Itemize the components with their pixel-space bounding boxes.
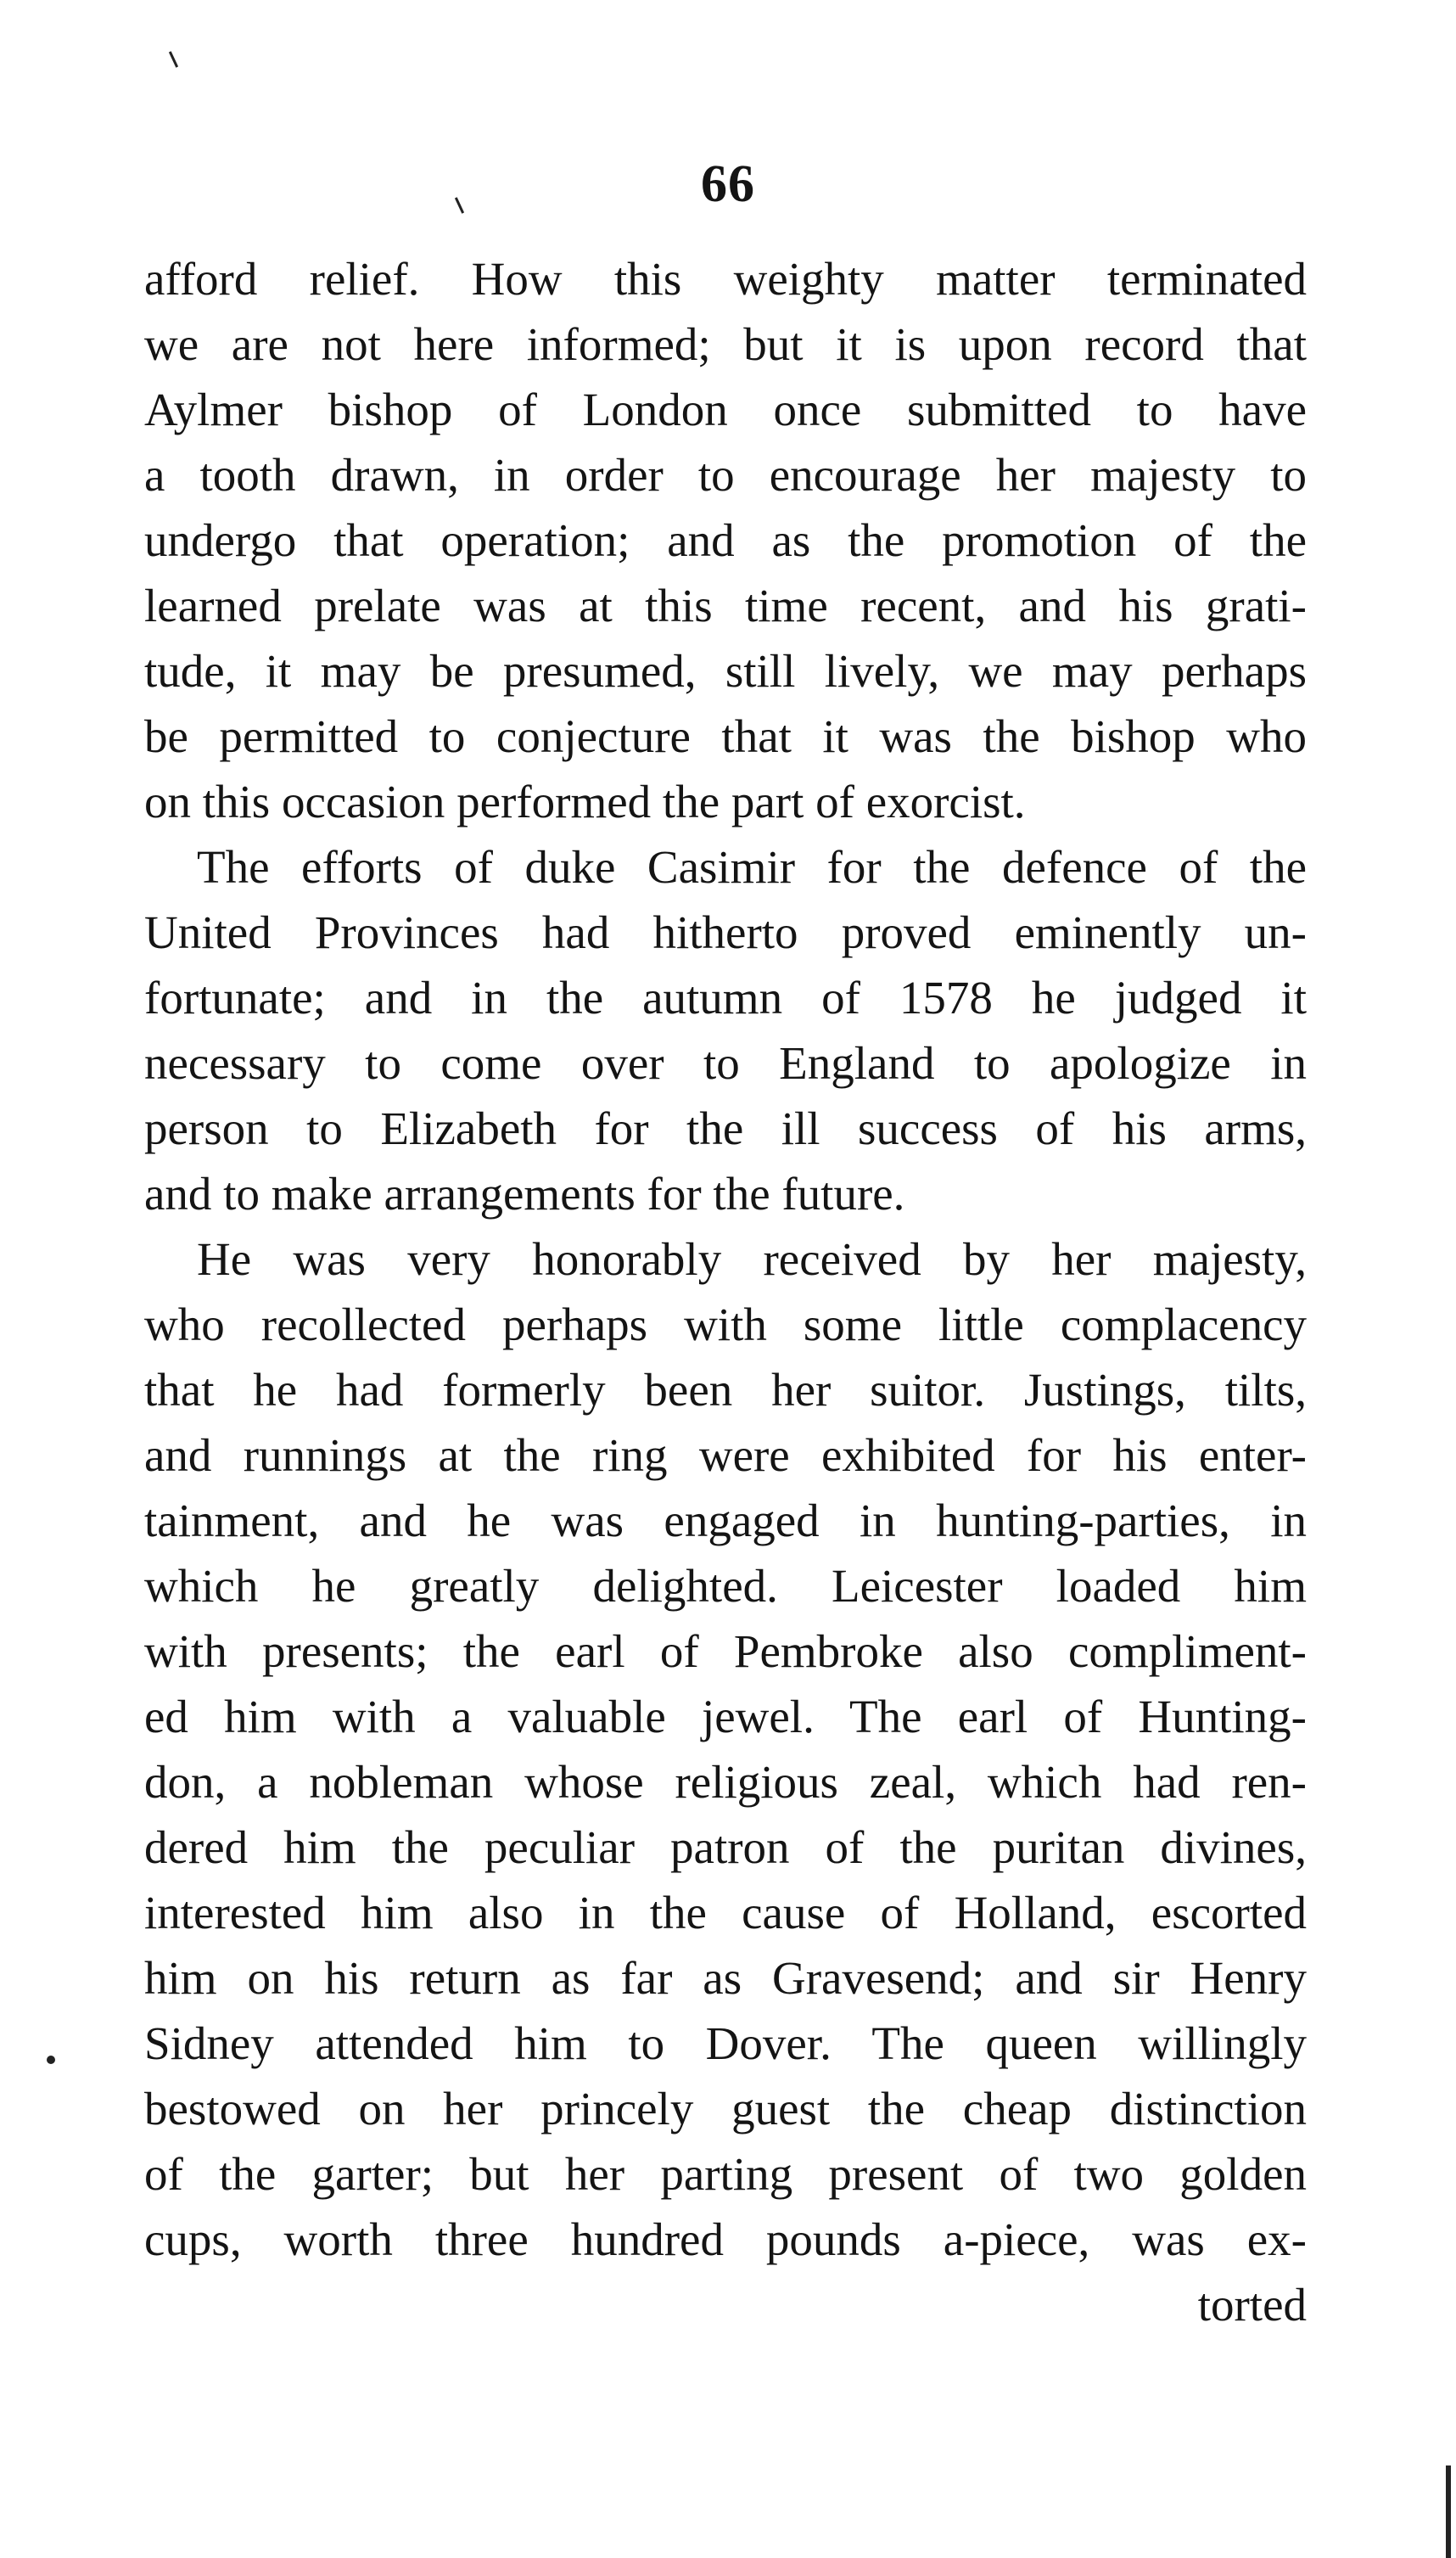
text-line: Sidney attended him to Dover. The queen willingly	[144, 2017, 1307, 2069]
text-line: interested him also in the cause of Holland, escorted	[144, 1887, 1307, 1938]
text-line: United Provinces had hitherto proved eminently un-	[144, 906, 1307, 958]
text-line: He was very honorably received by her majesty,	[197, 1233, 1307, 1285]
text-line: a tooth drawn, in order to encourage her majesty to	[144, 449, 1307, 501]
text-line: person to Elizabeth for the ill success of his arms,	[144, 1102, 1307, 1154]
text-line: Aylmer bishop of London once submitted to have	[144, 384, 1307, 435]
body-text	[144, 246, 1307, 2337]
text-line: cups, worth three hundred pounds a-piece, was ex-	[144, 2213, 1307, 2265]
text-line: that he had formerly been her suitor. Justings, tilts,	[144, 1364, 1307, 1416]
text-line: learned prelate was at this time recent, and his grati-	[144, 580, 1307, 631]
text-line: tainment, and he was engaged in hunting-parties, in	[144, 1495, 1307, 1546]
text-line: afford relief. How this weighty matter terminated	[144, 253, 1307, 305]
paragraph	[144, 246, 1307, 834]
text-line: don, a nobleman whose religious zeal, which had ren-	[144, 1756, 1307, 1808]
text-line: which he greatly delighted. Leicester loaded him	[144, 1560, 1307, 1612]
text-line: The efforts of duke Casimir for the defence of the	[197, 841, 1307, 893]
scan-speck	[169, 51, 178, 67]
paragraph	[144, 1226, 1307, 2272]
text-line: be permitted to conjecture that it was the bishop who	[144, 710, 1307, 762]
text-line: who recollected perhaps with some little complacency	[144, 1299, 1307, 1350]
text-line: undergo that operation; and as the promotion of the	[144, 514, 1307, 566]
paragraph	[144, 834, 1307, 1226]
text-line: with presents; the earl of Pembroke also compliment-	[144, 1625, 1307, 1677]
catchword: torted	[1197, 2279, 1307, 2331]
scan-edge-mark	[1446, 2465, 1451, 2558]
text-line: dered him the peculiar patron of the puritan divines,	[144, 1821, 1307, 1873]
text-line: of the garter; but her parting present of two golden	[144, 2148, 1307, 2200]
text-line: on this occasion performed the part of exorcist.	[144, 776, 1026, 827]
text-line: tude, it may be presumed, still lively, we may perhaps	[144, 645, 1307, 697]
text-line: and to make arrangements for the future.	[144, 1168, 905, 1220]
text-line: fortunate; and in the autumn of 1578 he judged it	[144, 972, 1307, 1024]
text-line: bestowed on her princely guest the cheap distinction	[144, 2083, 1307, 2134]
text-line: ed him with a valuable jewel. The earl of Hunting-	[144, 1691, 1307, 1742]
page-number: 66	[701, 155, 755, 213]
text-line: and runnings at the ring were exhibited for his enter-	[144, 1429, 1307, 1481]
scan-speck	[47, 2056, 55, 2064]
text-line: we are not here informed; but it is upon record that	[144, 318, 1307, 370]
text-line: necessary to come over to England to apologize in	[144, 1037, 1307, 1089]
text-line: him on his return as far as Gravesend; and sir Henry	[144, 1952, 1307, 2004]
